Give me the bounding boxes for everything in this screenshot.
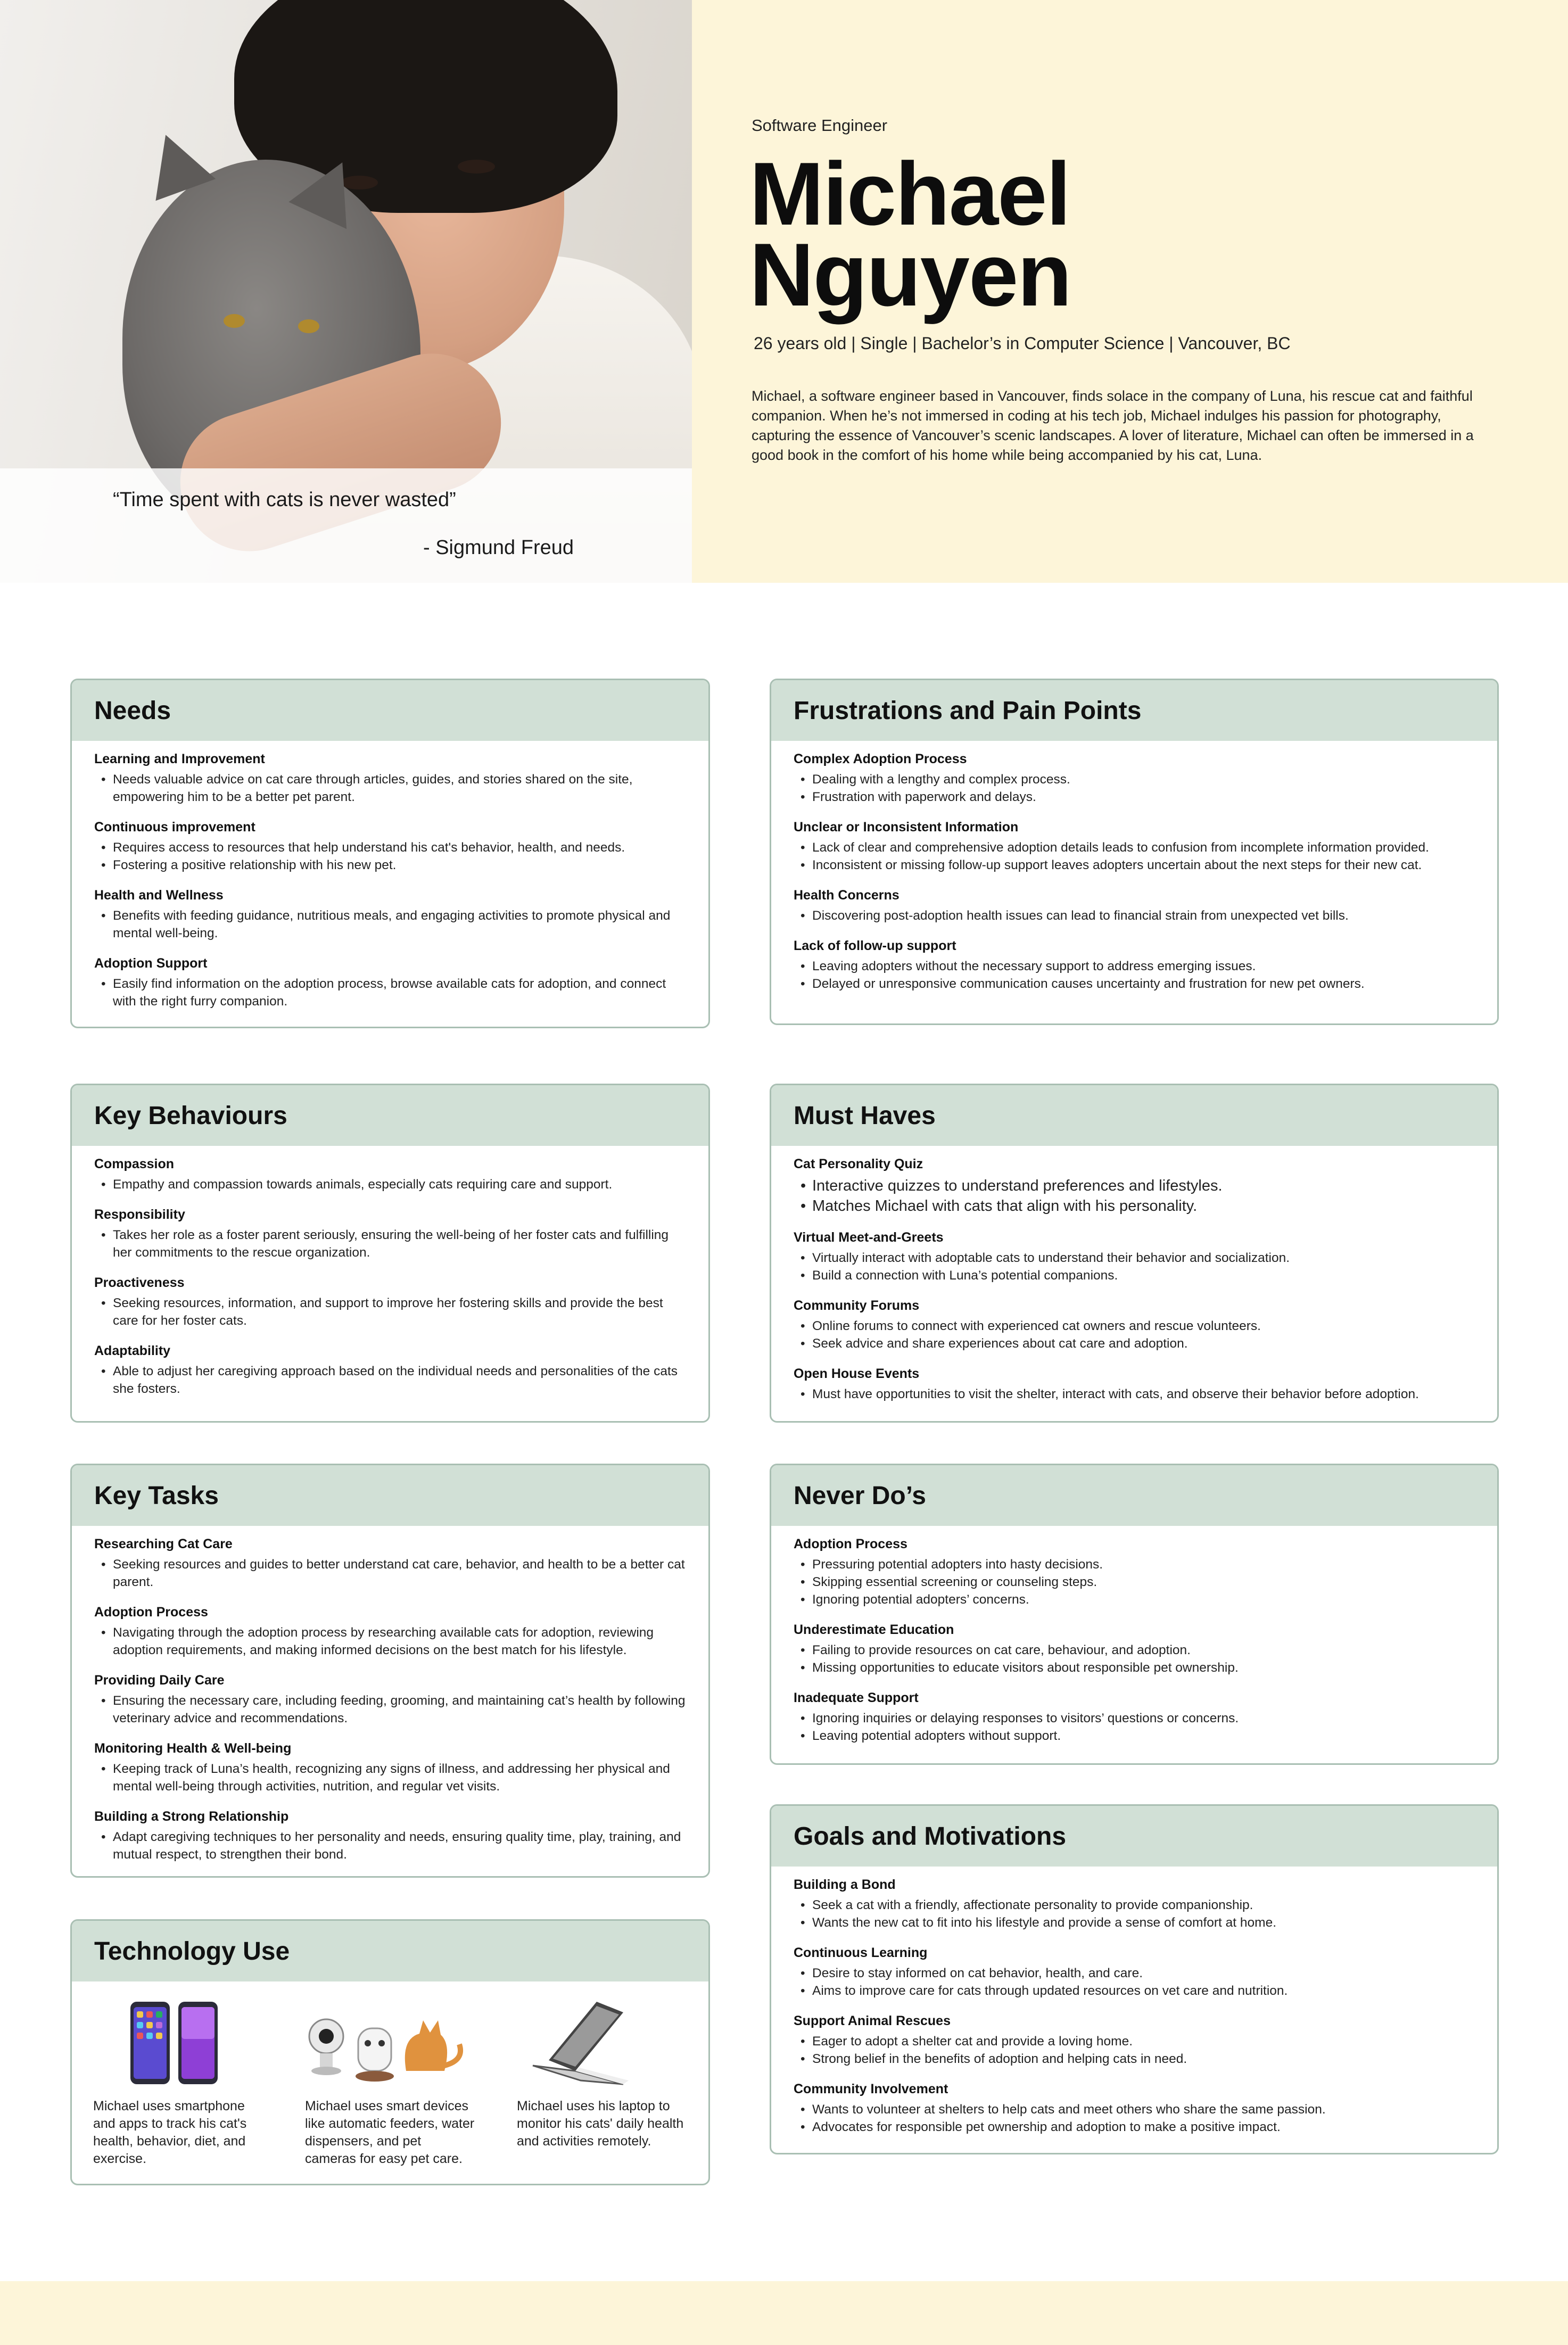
- bullet-list: [794, 1317, 1475, 1352]
- card-body: [771, 741, 1497, 1017]
- card-title: Needs: [94, 696, 171, 725]
- card-section: [94, 1343, 686, 1398]
- bullet-item: • Matches Michael with cats that align with his personality.: [812, 1196, 1475, 1216]
- bullet-list: [794, 907, 1475, 924]
- tech-caption: Michael uses his laptop to monitor his cats' daily health and activities remotely.: [517, 2099, 684, 2149]
- bullet-list: [794, 2033, 1475, 2068]
- card-technology-use: [70, 1919, 710, 2185]
- card-section: [94, 1207, 686, 1261]
- bullet-item: • Interactive quizzes to understand preferences and lifestyles.: [812, 1176, 1475, 1196]
- card-section: [94, 820, 686, 874]
- section-title: Adoption Process: [794, 1537, 907, 1551]
- tech-caption: Michael uses smart devices like automatic feeders, water dispensers, and pet cameras for easy pet care.: [305, 2099, 475, 2166]
- bullet-item: • Takes her role as a foster parent seriously, ensuring the well-being of her foster cats and fulfilling her commitments to the rescue organization.: [113, 1226, 686, 1261]
- card-section: [794, 820, 1475, 874]
- bullet-list: [94, 1176, 686, 1193]
- bullet-list: [94, 1760, 686, 1795]
- bullet-item: • Requires access to resources that help understand his cat's behavior, health, and needs.: [113, 839, 686, 856]
- card-never-dos: [770, 1464, 1499, 1765]
- section-title: Adaptability: [94, 1343, 171, 1358]
- section-title: Health Concerns: [794, 888, 899, 903]
- section-title: Providing Daily Care: [94, 1673, 225, 1688]
- persona-name: [749, 144, 1071, 325]
- card-must-haves: [770, 1084, 1499, 1423]
- card-section: [794, 1622, 1475, 1677]
- card-needs: [70, 679, 710, 1028]
- card-body: [771, 1146, 1497, 1423]
- bullet-list: [794, 1385, 1475, 1403]
- tech-item-smartphone: [93, 1991, 263, 2168]
- bullet-item: • Seeking resources and guides to better understand cat care, behavior, and health to be a better cat parent.: [113, 1556, 686, 1591]
- bullet-item: • Frustration with paperwork and delays.: [812, 788, 1475, 806]
- card-section: [794, 2013, 1475, 2068]
- quote-band: [0, 468, 692, 583]
- bullet-item: • Navigating through the adoption process by researching available cats for adoption, reviewing adoption requirements, and making informed decisions on the best match for his lifestyle.: [113, 1624, 686, 1659]
- bullet-item: • Virtually interact with adoptable cats to understand their behavior and socialization.: [812, 1249, 1475, 1267]
- section-title: Inadequate Support: [794, 1690, 919, 1705]
- section-title: Complex Adoption Process: [794, 752, 967, 766]
- bullet-list: [94, 1363, 686, 1398]
- section-title: Adoption Support: [94, 956, 208, 971]
- bullet-item: • Advocates for responsible pet ownership and adoption to make a positive impact.: [812, 2118, 1475, 2136]
- card-body: [771, 1867, 1497, 2154]
- card-section: [94, 1157, 686, 1193]
- card-section: [794, 2082, 1475, 2136]
- hero-banner: [0, 0, 1568, 583]
- persona-last-name: Nguyen: [749, 225, 1071, 325]
- bullet-item: • Failing to provide resources on cat care, behaviour, and adoption.: [812, 1641, 1475, 1659]
- section-title: Underestimate Education: [794, 1622, 954, 1637]
- bullet-item: • Benefits with feeding guidance, nutritious meals, and engaging activities to promote physical and mental well-being.: [113, 907, 686, 942]
- smart-devices-icon: [305, 1991, 475, 2092]
- bullet-list: [94, 1828, 686, 1863]
- bullet-list: [94, 1226, 686, 1261]
- section-title: Adoption Process: [94, 1605, 208, 1620]
- laptop-icon: [517, 1991, 687, 2092]
- card-section: [794, 1537, 1475, 1608]
- card-title: Key Behaviours: [94, 1101, 287, 1130]
- bullet-list: [794, 1556, 1475, 1608]
- bullet-item: • Keeping track of Luna’s health, recognizing any signs of illness, and addressing her physical and mental well-being through activities, nutrition, and regular vet visits.: [113, 1760, 686, 1795]
- bullet-list: [94, 771, 686, 806]
- section-title: Virtual Meet-and-Greets: [794, 1230, 944, 1245]
- card-body: [72, 741, 708, 1028]
- bullet-item: • Aims to improve care for cats through updated resources on vet care and nutrition.: [812, 1982, 1475, 2000]
- section-title: Health and Wellness: [94, 888, 224, 903]
- card-section: [794, 1945, 1475, 2000]
- bullet-list: [94, 839, 686, 874]
- card-section: [94, 752, 686, 806]
- section-title: Unclear or Inconsistent Information: [794, 820, 1019, 835]
- card-goals: [770, 1804, 1499, 2154]
- card-section: [794, 888, 1475, 924]
- card-body: [771, 1526, 1497, 1765]
- card-body: [72, 1146, 708, 1422]
- section-title: Cat Personality Quiz: [794, 1157, 923, 1171]
- card-key-tasks: [70, 1464, 710, 1878]
- bullet-item: • Fostering a positive relationship with his new pet.: [113, 856, 686, 874]
- bullet-list: [794, 957, 1475, 993]
- card-section: [94, 1809, 686, 1863]
- section-title: Continuous Learning: [794, 1945, 928, 1960]
- card-section: [794, 1230, 1475, 1284]
- card-section: [794, 1298, 1475, 1352]
- section-title: Continuous improvement: [94, 820, 255, 835]
- card-section: [94, 956, 686, 1010]
- bullet-item: • Online forums to connect with experienced cat owners and rescue volunteers.: [812, 1317, 1475, 1335]
- tech-item-smart-devices: [305, 1991, 475, 2168]
- section-title: Responsibility: [94, 1207, 185, 1222]
- card-section: [794, 1366, 1475, 1403]
- bullet-item: • Wants the new cat to fit into his lifestyle and provide a sense of comfort at home.: [812, 1914, 1475, 1931]
- card-section: [94, 1673, 686, 1727]
- bullet-item: • Skipping essential screening or counseling steps.: [812, 1573, 1475, 1591]
- bullet-item: • Eager to adopt a shelter cat and provide a loving home.: [812, 2033, 1475, 2050]
- card-title: Frustrations and Pain Points: [794, 696, 1142, 725]
- bullet-item: • Dealing with a lengthy and complex process.: [812, 771, 1475, 788]
- card-title: Technology Use: [94, 1937, 290, 1966]
- bullet-item: • Discovering post-adoption health issues can lead to financial strain from unexpected vet bills.: [812, 907, 1475, 924]
- tech-caption: Michael uses smartphone and apps to track his cat's health, behavior, diet, and exercise.: [93, 2099, 247, 2166]
- card-section: [94, 1537, 686, 1591]
- card-section: [794, 938, 1475, 993]
- bullet-item: • Lack of clear and comprehensive adoption details leads to confusion from incomplete information provided.: [812, 839, 1475, 856]
- card-title: Key Tasks: [94, 1481, 219, 1510]
- bullet-list: [794, 1641, 1475, 1677]
- bullet-item: • Empathy and compassion towards animals, especially cats requiring care and support.: [113, 1176, 686, 1193]
- bullet-item: • Needs valuable advice on cat care through articles, guides, and stories shared on the site, empowering him to be a better pet parent.: [113, 771, 686, 806]
- bullet-item: • Delayed or unresponsive communication causes uncertainty and frustration for new pet owners.: [812, 975, 1475, 993]
- bullet-item: • Adapt caregiving techniques to her personality and needs, ensuring quality time, play, training, and mutual respect, to strengthen their bond.: [113, 1828, 686, 1863]
- bullet-list: [94, 1692, 686, 1727]
- section-title: Community Involvement: [794, 2082, 948, 2096]
- card-section: [94, 1741, 686, 1795]
- bullet-item: • Wants to volunteer at shelters to help cats and meet others who share the same passion.: [812, 2101, 1475, 2118]
- bullet-list: [794, 1176, 1475, 1216]
- section-title: Lack of follow-up support: [794, 938, 956, 953]
- bullet-item: • Seek a cat with a friendly, affectionate personality to provide companionship.: [812, 1896, 1475, 1914]
- section-title: Proactiveness: [94, 1275, 185, 1290]
- bullet-item: • Able to adjust her caregiving approach based on the individual needs and personalities of the cats she fosters.: [113, 1363, 686, 1398]
- section-title: Open House Events: [794, 1366, 920, 1381]
- card-section: [94, 1275, 686, 1330]
- card-section: [794, 1157, 1475, 1216]
- card-section: [794, 752, 1475, 806]
- section-title: Building a Strong Relationship: [94, 1809, 289, 1824]
- card-frustrations: [770, 679, 1499, 1025]
- bullet-list: [794, 2101, 1475, 2136]
- bullet-item: • Desire to stay informed on cat behavior, health, and care.: [812, 1964, 1475, 1982]
- section-title: Learning and Improvement: [94, 752, 265, 766]
- section-title: Monitoring Health & Well-being: [94, 1741, 292, 1756]
- bullet-list: [94, 907, 686, 942]
- bullet-list: [794, 1710, 1475, 1745]
- bullet-item: • Seeking resources, information, and support to improve her fostering skills and provide the best care for her foster cats.: [113, 1294, 686, 1330]
- bullet-item: • Pressuring potential adopters into hasty decisions.: [812, 1556, 1475, 1573]
- section-title: Compassion: [94, 1157, 175, 1171]
- bullet-item: • Missing opportunities to educate visitors about responsible pet ownership.: [812, 1659, 1475, 1677]
- bullet-item: • Build a connection with Luna’s potential companions.: [812, 1267, 1475, 1284]
- bullet-list: [94, 1556, 686, 1591]
- bullet-list: [794, 1896, 1475, 1931]
- card-body: [72, 1526, 708, 1878]
- card-section: [794, 1877, 1475, 1931]
- persona-role: Software Engineer: [752, 116, 888, 135]
- quote-text: “Time spent with cats is never wasted”: [113, 489, 456, 511]
- bullet-list: [794, 771, 1475, 806]
- section-title: Community Forums: [794, 1298, 920, 1313]
- persona-demographics: 26 years old | Single | Bachelor’s in Computer Science | Vancouver, BC: [754, 334, 1291, 353]
- bullet-item: • Easily find information on the adoption process, browse available cats for adoption, and connect with the right furry companion.: [113, 975, 686, 1010]
- bullet-item: • Leaving potential adopters without support.: [812, 1727, 1475, 1745]
- bullet-list: [794, 1249, 1475, 1284]
- bullet-item: • Inconsistent or missing follow-up support leaves adopters uncertain about the next steps for their new cat.: [812, 856, 1475, 874]
- bullet-item: • Leaving adopters without the necessary support to address emerging issues.: [812, 957, 1475, 975]
- card-title: Goals and Motivations: [794, 1822, 1067, 1851]
- bullet-item: • Strong belief in the benefits of adoption and helping cats in need.: [812, 2050, 1475, 2068]
- persona-first-name: Michael: [749, 144, 1070, 244]
- section-title: Support Animal Rescues: [794, 2013, 951, 2028]
- smartphone-icon: [93, 1991, 263, 2092]
- quote-author: - Sigmund Freud: [423, 536, 574, 559]
- bullet-item: • Ignoring inquiries or delaying responses to visitors’ questions or concerns.: [812, 1710, 1475, 1727]
- bullet-list: [794, 839, 1475, 874]
- card-title: Never Do’s: [794, 1481, 926, 1510]
- bullet-item: • Ensuring the necessary care, including feeding, grooming, and maintaining cat’s health by following veterinary advice and recommendations.: [113, 1692, 686, 1727]
- card-key-behaviours: [70, 1084, 710, 1423]
- footer-band: [0, 2281, 1568, 2345]
- bullet-item: • Seek advice and share experiences about cat care and adoption.: [812, 1335, 1475, 1352]
- bullet-item: • Must have opportunities to visit the shelter, interact with cats, and observe their behavior before adoption.: [812, 1385, 1475, 1403]
- bullet-list: [94, 1624, 686, 1659]
- card-section: [94, 888, 686, 942]
- bullet-list: [94, 975, 686, 1010]
- bullet-list: [94, 1294, 686, 1330]
- bullet-item: • Ignoring potential adopters’ concerns.: [812, 1591, 1475, 1608]
- card-title: Must Haves: [794, 1101, 936, 1130]
- bullet-list: [794, 1964, 1475, 2000]
- card-section: [794, 1690, 1475, 1745]
- section-title: Building a Bond: [794, 1877, 896, 1892]
- card-section: [94, 1605, 686, 1659]
- persona-bio: Michael, a software engineer based in Vancouver, finds solace in the company of Luna, his rescue cat and faithful companion. When he’s not immersed in coding at his tech job, Michael indulges his passion for photography, capturing the essence of Vancouver’s scenic landscapes. A lover of literature, Michael can often be immersed in a good book in the comfort of his home while being accompanied by his cat, Luna.: [752, 388, 1474, 463]
- profile-photo: [0, 0, 692, 583]
- section-title: Researching Cat Care: [94, 1537, 233, 1551]
- tech-item-laptop: [517, 1991, 687, 2168]
